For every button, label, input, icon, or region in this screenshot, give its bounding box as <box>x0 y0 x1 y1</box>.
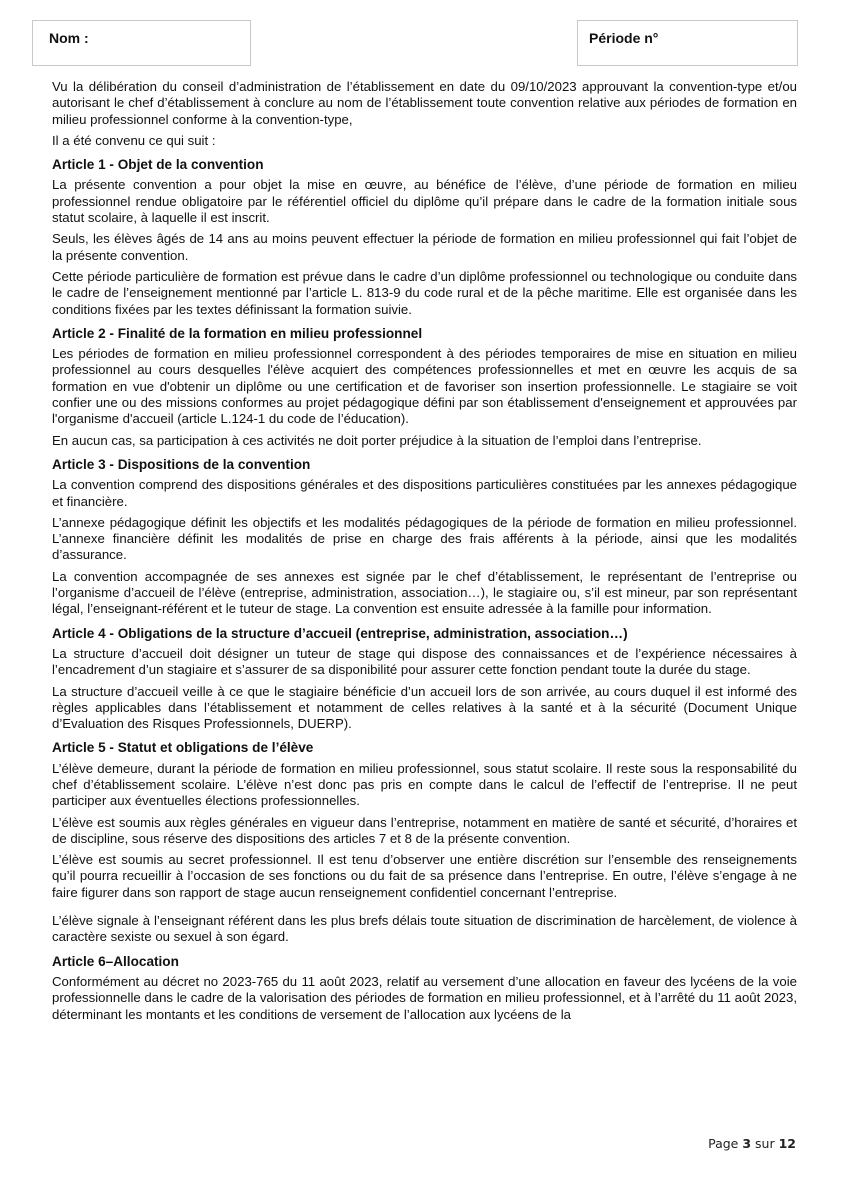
article-5-title: Article 5 - Statut et obligations de l’élève <box>52 740 314 756</box>
article-2-paragraph: En aucun cas, sa participation à ces activités ne doit porter préjudice à la situation de l’emploi dans l’entreprise. <box>52 432 702 448</box>
name-label: Nom : <box>49 30 89 46</box>
article-1-title: Article 1 - Objet de la convention <box>52 157 264 173</box>
document-body <box>52 79 797 1028</box>
article-6 <box>52 954 797 1023</box>
article-6-title: Article 6–Allocation <box>52 953 179 969</box>
article-3-paragraph: La convention comprend des dispositions générales et des dispositions particulières constituées par les annexes pédagogique et financière. <box>52 477 797 509</box>
article-4-paragraph: La structure d’accueil veille à ce que le stagiaire bénéficie d’un accueil lors de son arrivée, au cours duquel il est informé des règles applicables dans l’établissement et notamment de celles relatives à la santé et à la sécurité (Document Unique d’Evaluation des Risques Professionnels, DUERP). <box>52 683 797 732</box>
page-number <box>708 1136 796 1151</box>
page-total: 12 <box>778 1136 796 1151</box>
article-2-title: Article 2 - Finalité de la formation en milieu professionnel <box>52 325 423 341</box>
article-5-paragraph: L’élève est soumis aux règles générales en vigueur dans l’entreprise, notamment en matière de santé et sécurité, d’horaires et de discipline, sous réserve des dispositions des articles 7 et 8 de la présente convention. <box>52 814 797 846</box>
page-separator: sur <box>751 1136 779 1151</box>
preamble-paragraph: Vu la délibération du conseil d’administration de l’établissement en date du 09/10/2023 approuvant la convention-type et/ou autorisant le chef d’établissement à conclure au nom de l’établissement toute convention relative aux périodes de formation en milieu professionnel conforme à la convention-type, <box>52 79 797 127</box>
article-5 <box>52 740 797 945</box>
article-1 <box>52 157 797 318</box>
name-field-box <box>32 20 251 66</box>
article-5-paragraph: L’élève signale à l’enseignant référent dans les plus brefs délais toute situation de discrimination de harcèlement, de violence à caractère sexiste ou sexuel à son égard. <box>52 913 797 945</box>
page-prefix: Page <box>708 1136 743 1151</box>
article-2 <box>52 326 797 449</box>
article-4-paragraph: La structure d’accueil doit désigner un tuteur de stage qui dispose des connaissances et de l’expérience nécessaires à l’encadrement d’un stagiaire et s’assurer de sa disponibilité pour assurer cette fonction pendant toute la durée du stage. <box>52 645 797 678</box>
article-4-title: Article 4 - Obligations de la structure d’accueil (entreprise, administration, association…) <box>52 625 628 641</box>
article-1-paragraph: Seuls, les élèves âgés de 14 ans au moins peuvent effectuer la période de formation en milieu professionnel qui fait l’objet de la présente convention. <box>52 231 797 263</box>
article-3-title: Article 3 - Dispositions de la convention <box>52 456 311 472</box>
article-4 <box>52 626 797 733</box>
article-2-paragraph: Les périodes de formation en milieu professionnel correspondent à des périodes temporaires de mise en situation en milieu professionnel au cours desquelles l'élève acquiert des compétences professionnelles et met en œuvre les acquis de sa formation en vue d'obtenir un diplôme ou une certification et de favoriser son insertion professionnelle. Le stagiaire se voit confier une ou des missions conformes au projet pédagogique défini par son établissement d'enseignement et approuvées par l'organisme d'accueil (article L.124-1 du code de l’éducation). <box>52 346 797 427</box>
article-3 <box>52 457 797 618</box>
period-label: Période n° <box>589 30 659 46</box>
agreed-paragraph: Il a été convenu ce qui suit : <box>52 132 216 148</box>
article-5-paragraph: L’élève est soumis au secret professionnel. Il est tenu d’observer une entière discrétion sur l’ensemble des renseignements qu’il pourra recueillir à l’occasion de ses fonctions ou du fait de sa présence dans l’entreprise. En outre, l’élève s’engage à ne faire figurer dans son rapport de stage aucun renseignement confidentiel concernant l’entreprise. <box>52 852 797 900</box>
article-1-paragraph: La présente convention a pour objet la mise en œuvre, au bénéfice de l’élève, d’une période de formation en milieu professionnel rendue obligatoire par le référentiel officiel du diplôme qu’il prépare dans le cadre de la formation initiale sous statut scolaire, à laquelle il est inscrit. <box>52 177 797 226</box>
article-3-paragraph: La convention accompagnée de ses annexes est signée par le chef d’établissement, le représentant de l’entreprise ou l’organisme d’accueil de l’élève (entreprise, administration, association…), le stagiaire ou, s’il est mineur, par son représentant légal, l’enseignant-référent et le tuteur de stage. La convention est ensuite adressée à la famille pour information. <box>52 568 797 617</box>
article-6-paragraph: Conformément au décret no 2023-765 du 11 août 2023, relatif au versement d’une allocation en faveur des lycéens de la voie professionnelle dans le cadre de la valorisation des périodes de formation en milieu professionnel, et à l’arrêté du 11 août 2023, déterminant les montants et les conditions de versement de l’allocation aux lycéens de la <box>52 973 797 1022</box>
article-1-paragraph: Cette période particulière de formation est prévue dans le cadre d’un diplôme professionnel ou technologique ou conduite dans le cadre de l’enseignement mentionné par l’article L. 813-9 du code rural et de la pêche maritime. Elle est organisée dans les conditions fixées par les textes définissant la formation suivie. <box>52 268 797 317</box>
page-current: 3 <box>742 1136 752 1151</box>
article-5-paragraph: L’élève demeure, durant la période de formation en milieu professionnel, sous statut scolaire. Il reste sous la responsabilité du chef d’établissement scolaire. L’élève n’est donc pas pris en compte dans le calcul de l’effectif de l’entreprise. Il ne peut participer aux éventuelles élections professionnelles. <box>52 760 797 809</box>
period-field-box <box>577 20 798 66</box>
article-3-paragraph: L’annexe pédagogique définit les objectifs et les modalités pédagogiques de la période de formation en milieu professionnel. L’annexe financière définit les modalités de prise en charge des frais afférents à la période, ainsi que les modalités d’assurance. <box>52 514 797 563</box>
